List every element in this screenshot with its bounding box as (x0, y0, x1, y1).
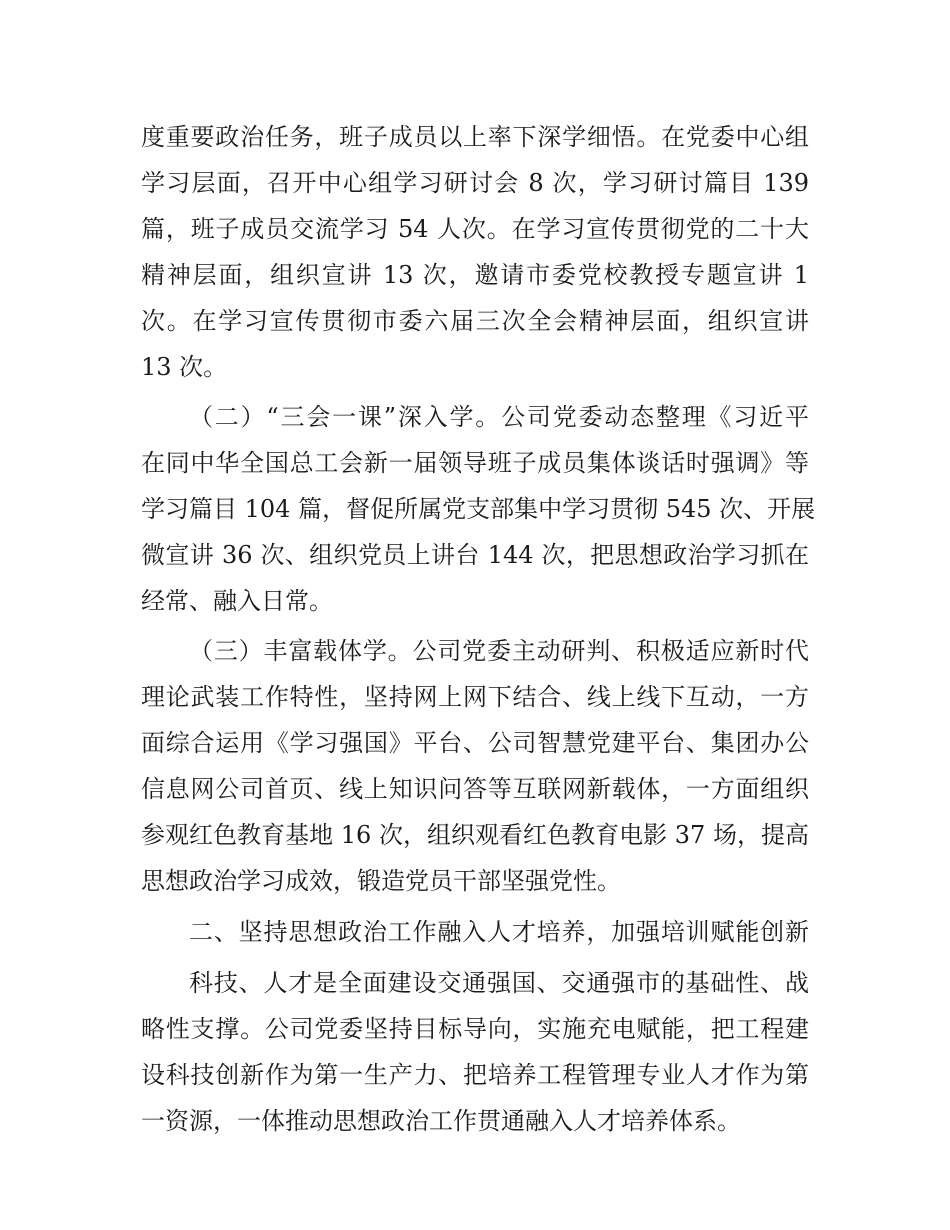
text-line: 设科技创新作为第一生产力、把培养工程管理专业人才作为第 (141, 1061, 809, 1089)
text-line: 科技、人才是全面建设交通强国、交通强市的基础性、战 (189, 969, 809, 997)
text-line: 13 次。 (141, 353, 228, 381)
text-line: 参观红色教育基地 16 次，组织观看红色教育电影 37 场，提高 (141, 821, 809, 849)
text-line: 经常、融入日常。 (141, 587, 333, 615)
text-line: 微宣讲 36 次、组织党员上讲台 144 次，把思想政治学习抓在 (141, 541, 809, 569)
text-line: 略性支撑。公司党委坚持目标导向，实施充电赋能，把工程建 (141, 1015, 809, 1043)
text-line: 学习层面，召开中心组学习研讨会 8 次，学习研讨篇目 139 (141, 169, 809, 197)
text-line: （二）“三会一课”深入学。公司党委动态整理《习近平 (189, 403, 809, 431)
text-line: 一资源，一体推动思想政治工作贯通融入人才培养体系。 (141, 1107, 741, 1135)
heading-line: 二、坚持思想政治工作融入人才培养，加强培训赋能创新 (189, 918, 809, 946)
text-line: 思想政治学习成效，锻造党员干部坚强党性。 (141, 867, 621, 895)
text-line: 精神层面，组织宣讲 13 次，邀请市委党校教授专题宣讲 1 (141, 261, 809, 289)
text-line: （三）丰富载体学。公司党委主动研判、积极适应新时代 (189, 637, 809, 665)
text-line: 理论武装工作特性，坚持网上网下结合、线上线下互动，一方 (141, 683, 809, 711)
text-line: 学习篇目 104 篇，督促所属党支部集中学习贯彻 545 次、开展 (141, 495, 816, 523)
text-line: 篇，班子成员交流学习 54 人次。在学习宣传贯彻党的二十大 (141, 215, 809, 243)
text-line: 信息网公司首页、线上知识问答等互联网新载体，一方面组织 (141, 775, 809, 803)
text-line: 次。在学习宣传贯彻市委六届三次全会精神层面，组织宣讲 (141, 307, 809, 335)
text-line: 面综合运用《学习强国》平台、公司智慧党建平台、集团办公 (141, 729, 809, 757)
text-line: 度重要政治任务，班子成员以上率下深学细悟。在党委中心组 (141, 123, 809, 151)
text-line: 在同中华全国总工会新一届领导班子成员集体谈话时强调》等 (141, 449, 809, 477)
